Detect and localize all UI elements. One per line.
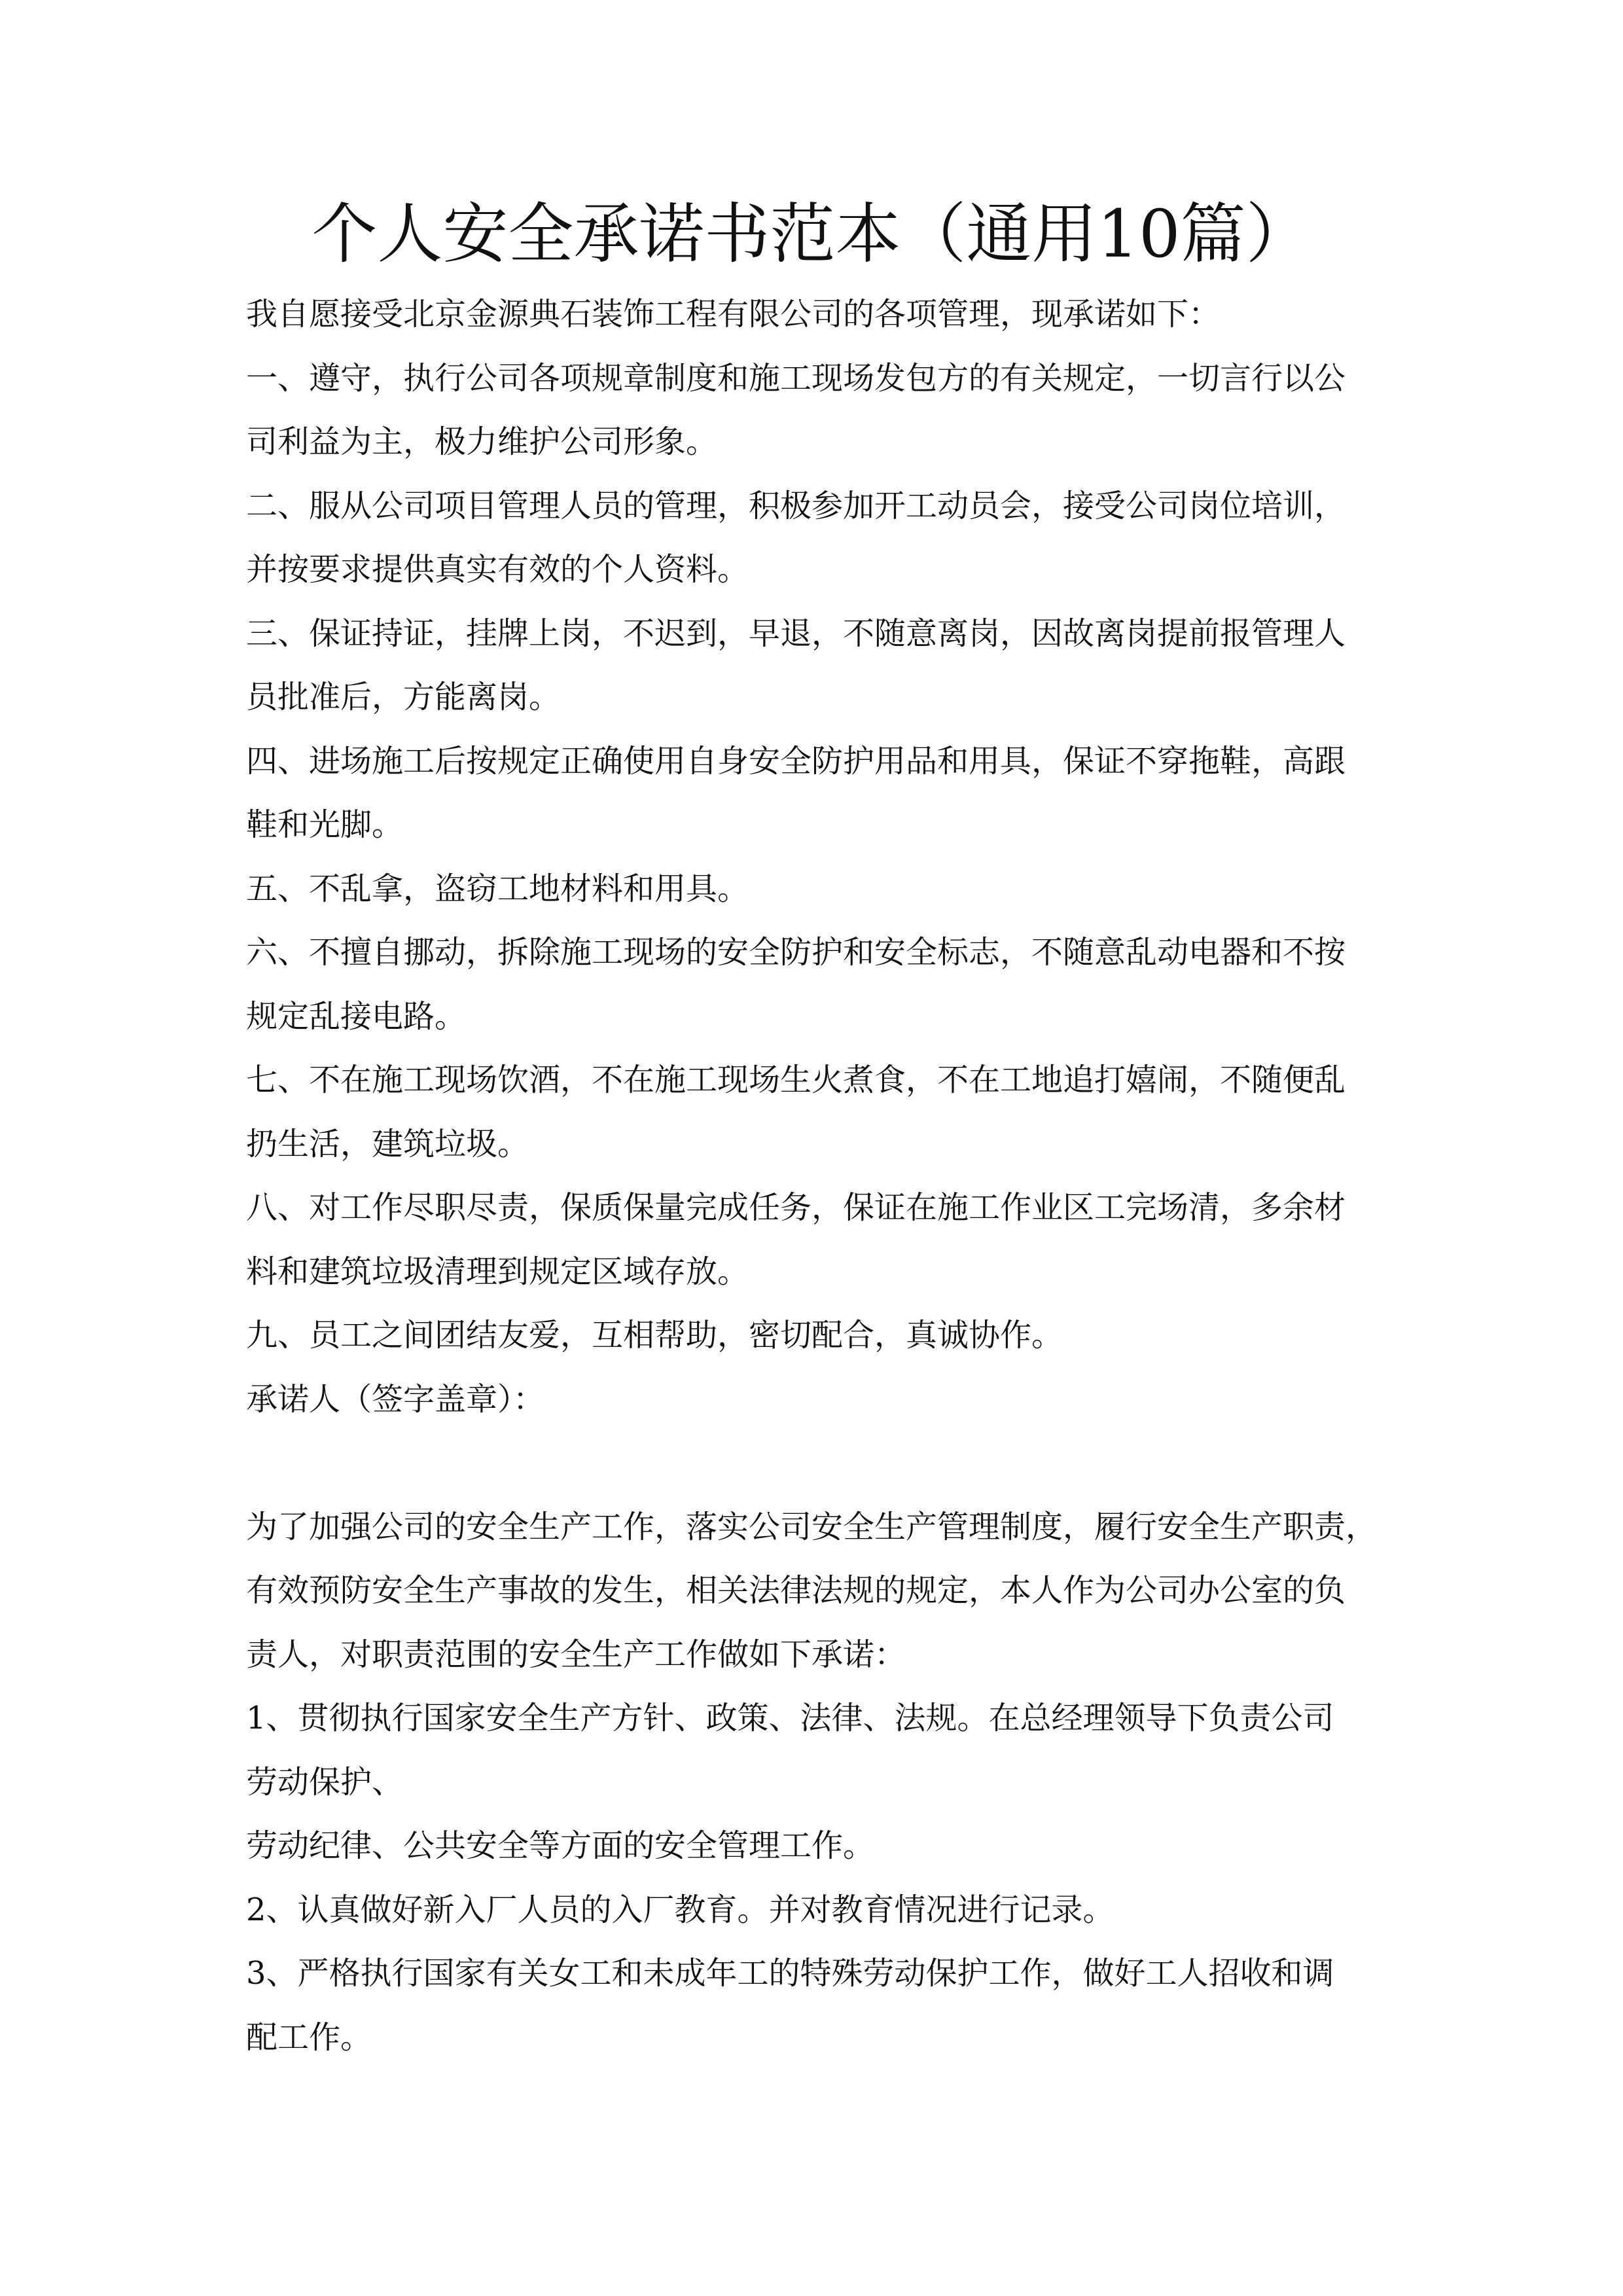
text-line: 3、严格执行国家有关女工和未成年工的特殊劳动保护工作，做好工人招收和调 — [246, 1955, 1334, 1992]
text-line: 料和建筑垃圾清理到规定区域存放。 — [246, 1253, 749, 1290]
text-line: 六、不擅自挪动，拆除施工现场的安全防护和安全标志，不随意乱动电器和不按 — [246, 934, 1346, 971]
text-line: 扔生活，建筑垃圾。 — [246, 1125, 529, 1162]
text-line: 员批准后，方能离岗。 — [246, 679, 561, 715]
text-line: 1、贯彻执行国家安全生产方针、政策、法律、法规。在总经理领导下负责公司 — [246, 1700, 1334, 1736]
text-line: 配工作。 — [246, 2018, 372, 2056]
text-line: 四、进场施工后按规定正确使用自身安全防护用品和用具，保证不穿拖鞋，高跟 — [246, 742, 1346, 780]
text-line: 我自愿接受北京金源典石装饰工程有限公司的各项管理，现承诺如下： — [246, 296, 1221, 332]
blank-line — [246, 1431, 1378, 1496]
text-line: 五、不乱拿，盗窃工地材料和用具。 — [246, 870, 749, 907]
text-line: 责人，对职责范围的安全生产工作做如下承诺： — [246, 1636, 906, 1673]
text-line: 为了加强公司的安全生产工作，落实公司安全生产管理制度，履行安全生产职责， — [246, 1508, 1378, 1545]
text-line: 并按要求提供真实有效的个人资料。 — [246, 551, 749, 588]
text-line: 劳动纪律、公共安全等方面的安全管理工作。 — [246, 1827, 875, 1864]
document-body — [246, 283, 1378, 2070]
text-line: 七、不在施工现场饮酒，不在施工现场生火煮食，不在工地追打嬉闹，不随便乱 — [246, 1062, 1346, 1098]
text-line: 一、遵守，执行公司各项规章制度和施工现场发包方的有关规定，一切言行以公 — [246, 359, 1346, 397]
document-title: 个人安全承诺书范本（通用10篇） — [312, 196, 1311, 272]
text-line: 规定乱接电路。 — [246, 997, 467, 1035]
text-line: 八、对工作尽职尽责，保质保量完成任务，保证在施工作业区工完场清，多余材 — [246, 1189, 1346, 1226]
text-line: 九、员工之间团结友爱，互相帮助，密切配合，真诚协作。 — [246, 1317, 1063, 1354]
text-line: 鞋和光脚。 — [246, 806, 404, 843]
text-line: 三、保证持证，挂牌上岗，不迟到，早退，不随意离岗，因故离岗提前报管理人 — [246, 615, 1346, 652]
text-line: 2、认真做好新入厂人员的入厂教育。并对教育情况进行记录。 — [246, 1891, 1115, 1928]
text-line: 有效预防安全生产事故的发生，相关法律法规的规定，本人作为公司办公室的负 — [246, 1572, 1346, 1609]
text-line: 二、服从公司项目管理人员的管理，积极参加开工动员会，接受公司岗位培训， — [246, 487, 1346, 524]
text-line: 劳动保护、 — [246, 1763, 404, 1801]
text-line: 承诺人（签字盖章）： — [246, 1380, 545, 1418]
text-line: 司利益为主，极力维护公司形象。 — [246, 423, 718, 460]
